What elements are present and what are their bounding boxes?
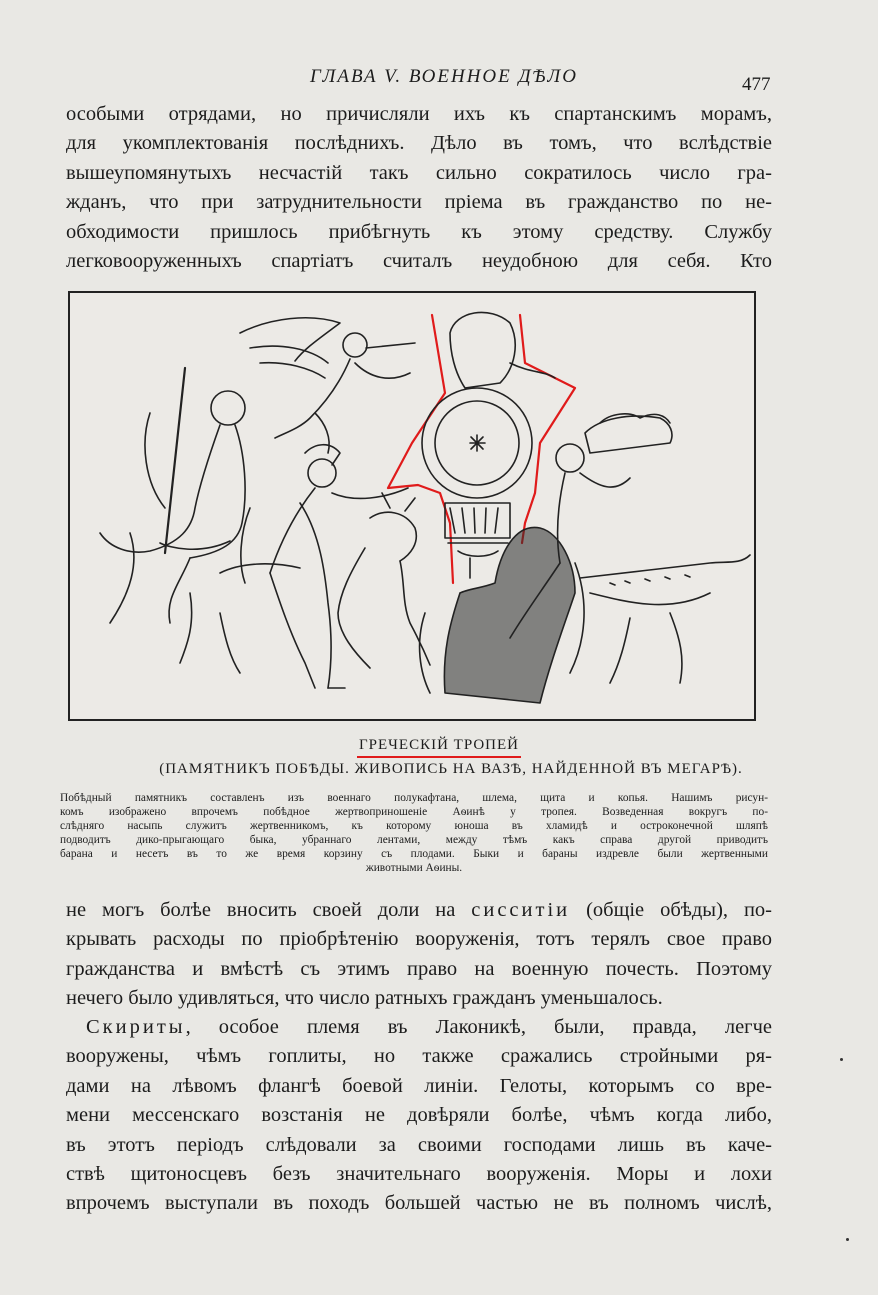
text-line: особыми отрядами, но причисляли ихъ къ спартанскимъ морамъ, [66,103,772,125]
petasos-hat [305,445,340,465]
spear-left [165,368,185,553]
note-line: барана и несетъ въ то же время корзину съ плодами. Быки и бараны издревле были жертвенными [60,848,768,860]
text-line: гражданства и вмѣстѣ съ этимъ право на военную почесть. Поэтому [66,957,772,980]
seated-figure-head [211,391,245,425]
note-line: комъ изображено впрочемъ побѣдное жертвоприношеніе Аѳинѣ у тропея. Возведенная вокругъ по- [60,806,768,818]
text-segment: не могъ болѣе вносить своей доли на [66,899,456,921]
text-line [66,896,772,925]
figure-caption-note [60,791,768,875]
vase-painting-illustration [68,291,756,721]
text-line: легковооруженныхъ спартіатъ считалъ неудобною для себя. Кто [66,250,772,273]
text-line: для укомплектованія послѣднихъ. Дѣло въ томъ, что вслѣдствіе [66,132,772,155]
print-speck [840,1058,843,1061]
page-number: 477 [742,74,771,95]
nike-wing [240,318,340,361]
text-line: ствѣ щитоносцевъ безъ значительнаго вооруженія. Моры и лохи [66,1163,772,1186]
text-line: вооружены, чѣмъ гоплиты, но также сражались стройными ря- [66,1045,772,1068]
running-head: ГЛАВА V. ВОЕННОЕ ДѢЛО [310,66,578,87]
figure-caption-title [0,737,878,754]
text-line: нечего было удивляться, что число ратныхъ гражданъ уменьшалось. [66,987,663,1010]
illustration-drawing [70,293,754,719]
text-line: мени мессенскаго возстанія не довѣряли болѣе, чѣмъ когда либо, [66,1104,772,1127]
figure-caption-subtitle: (ПАМЯТНИКЪ ПОБѢДЫ. ЖИВОПИСЬ НА ВАЗѢ, НАЙДЕННОЙ ВЪ МЕГАРѢ). [159,761,743,777]
ram [580,555,750,578]
text-line: въ этотъ періодъ слѣдовали за своими господами лишь въ каче- [66,1133,772,1156]
trophy-highlight-right [520,315,575,543]
bottom-paragraph-2 [66,1013,772,1219]
text-line: впрочемъ выступали въ походъ большей частью не въ полномъ числѣ, [66,1192,772,1215]
note-line: подводитъ дико-прыгающаго быка, убраннаго лентами, между тѣмъ какъ справа другой приводитъ [60,834,768,846]
basket [585,416,672,453]
text-line: дами на лѣвомъ флангѣ боевой линіи. Гелоты, которымъ со вре- [66,1074,772,1097]
note-line: животными Аѳины. [365,862,463,874]
text-line [66,1013,772,1042]
print-speck [846,1238,849,1241]
text-line: вышеупомянутыхъ несчастій такъ сильно сократилось число гра- [66,161,772,184]
bull-head [370,512,416,561]
caption-title-text: ГРЕЧЕСКІЙ ТРОПЕЙ [358,737,520,753]
top-paragraph [66,100,772,276]
note-line: Побѣдный памятникъ составленъ изъ военнаго полукафтана, шлема, щита и копья. Нашимъ рисун- [60,792,768,804]
text-line: крывать расходы по пріобрѣтенію вооруженія, тотъ терялъ свое право [66,928,772,951]
trophy-highlight-left [388,315,453,583]
bottom-paragraph-1 [66,896,772,1014]
emphasized-term: Скириты [86,1016,186,1038]
helmet [450,312,515,388]
text-segment: , особое племя въ Лаконикѣ, были, правда, легче [185,1016,772,1038]
note-line: слѣдняго насыпь служитъ жертвенникомъ, къ которому юноша въ хламидѣ и остроконечной шляпѣ [60,820,768,832]
emphasized-term: сисситіи [471,899,571,921]
text-segment: (общіе обѣды), по- [586,899,772,921]
text-line: обходимости пришлось прибѣгнуть къ этому средству. Службу [66,220,772,243]
text-line: жданъ, что при затруднительности пріема въ гражданство по не- [66,191,772,214]
